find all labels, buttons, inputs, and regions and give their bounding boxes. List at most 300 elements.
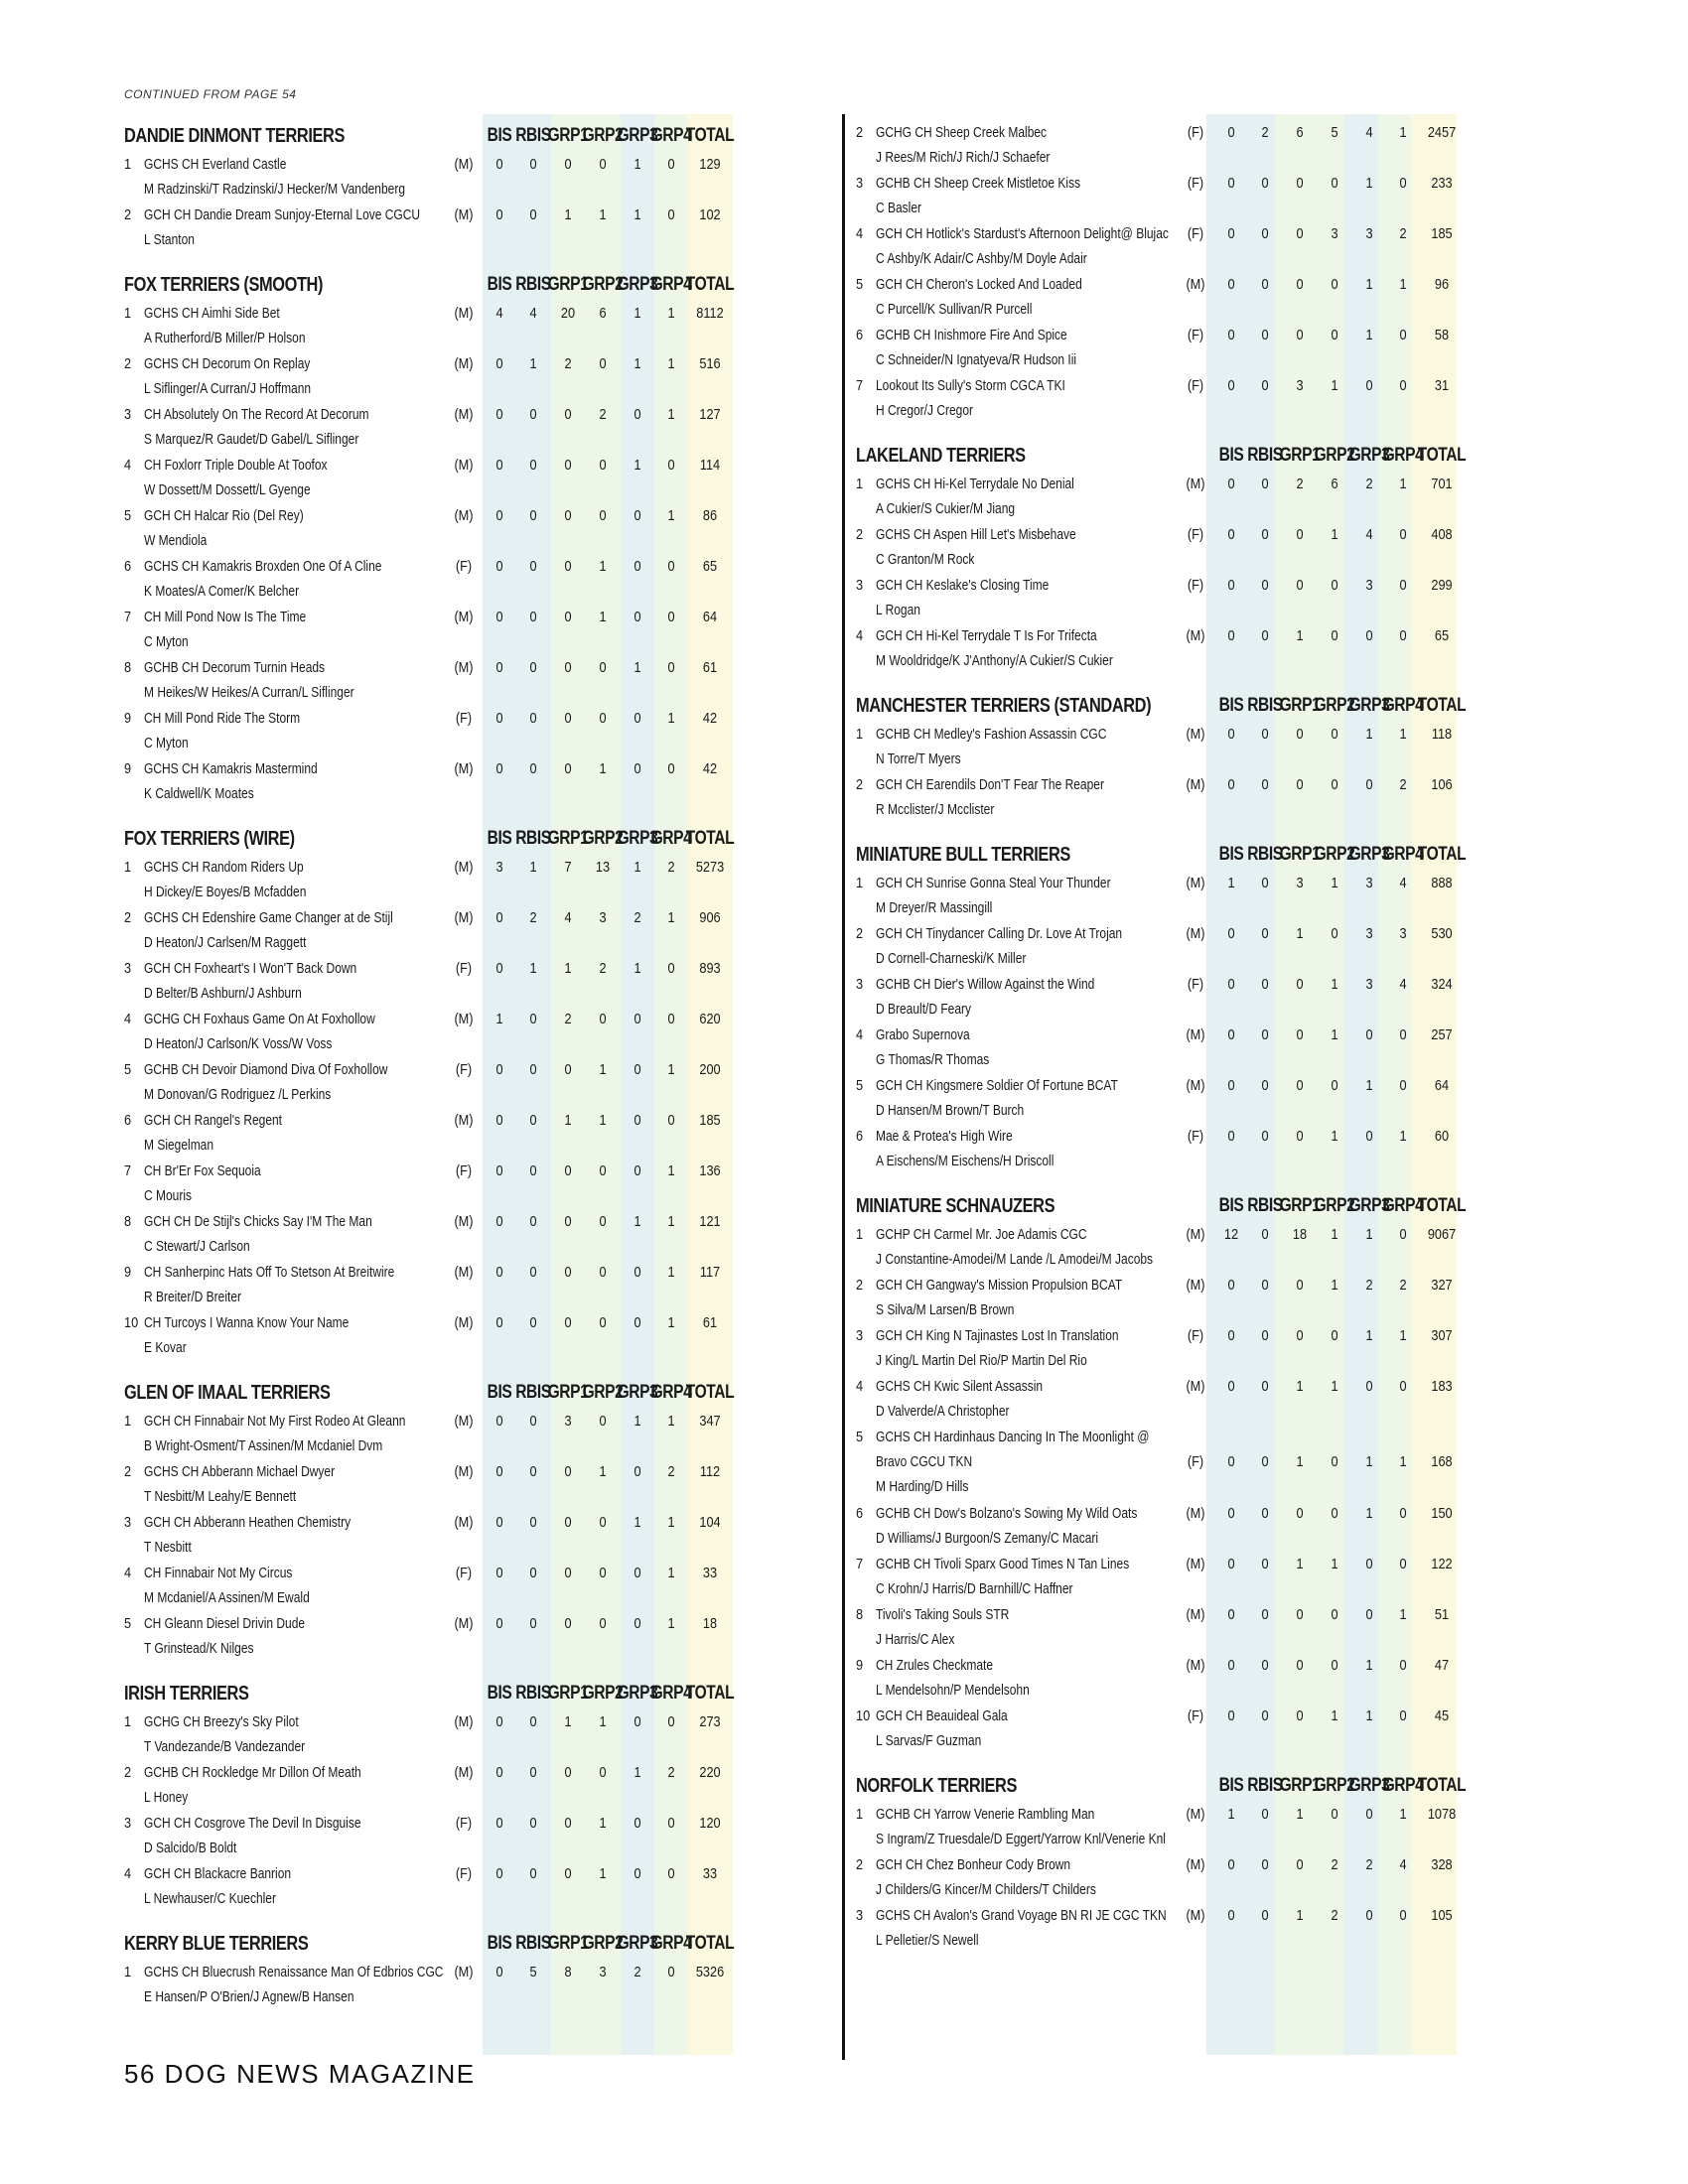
breed-title: MINIATURE BULL TERRIERS: [856, 844, 1070, 866]
ranking-entry: [856, 624, 1551, 675]
sex-label: (M): [1186, 627, 1205, 644]
stat-grp2: 1: [1331, 875, 1338, 891]
rank-number: 2: [856, 1856, 864, 1873]
stat-rbis: 0: [1261, 1856, 1269, 1873]
stat-total: 45: [1434, 1707, 1450, 1724]
stat-total: 121: [699, 1213, 721, 1230]
ranking-entry: [124, 656, 819, 707]
stat-grp2: 2: [599, 960, 607, 977]
rank-number: 1: [124, 305, 132, 322]
dog-name: GCH CH De Stijl's Chicks Say I'M The Man: [144, 1213, 372, 1230]
dog-name: GCHS CH Abberann Michael Dwyer: [144, 1463, 336, 1480]
stat-total: 31: [1434, 377, 1450, 394]
stat-grp4: 1: [667, 406, 675, 423]
stat-grp3: 1: [633, 960, 641, 977]
stat-rbis: 0: [1261, 526, 1269, 543]
rank-number: 2: [856, 1277, 864, 1294]
stat-bis: 0: [1227, 726, 1235, 743]
ranking-entry: [856, 1654, 1551, 1705]
stat-rbis: 0: [1261, 1707, 1269, 1724]
stat-rbis: 0: [1261, 976, 1269, 993]
section-header: [124, 1683, 819, 1710]
ranking-entry: [856, 1603, 1551, 1654]
ranking-entry: [856, 1705, 1551, 1755]
rank-number: 5: [856, 1429, 864, 1445]
stat-grp2: 1: [1331, 1277, 1338, 1294]
stat-grp1: 0: [564, 156, 572, 173]
stat-total: 906: [699, 909, 721, 926]
dog-name: GCHS CH Random Riders Up: [144, 859, 304, 876]
stat-grp2: 1: [599, 206, 607, 223]
dog-name: GCH CH Blackacre Banrion: [144, 1865, 292, 1882]
owner-names: D Williams/J Burgoon/S Zemany/C Macari: [876, 1530, 1099, 1547]
stat-grp4: 1: [1399, 276, 1407, 293]
dog-name: GCH CH Kingsmere Soldier Of Fortune BCAT: [876, 1077, 1118, 1094]
stat-rbis: 1: [529, 355, 537, 372]
stat-grp4: 0: [667, 609, 675, 625]
stat-bis: 0: [1227, 124, 1235, 141]
ranking-entry: [124, 906, 819, 957]
owner-names: C Myton: [144, 735, 189, 751]
breed-title: GLEN OF IMAAL TERRIERS: [124, 1382, 331, 1404]
dog-name: GCHS CH Everland Castle: [144, 156, 287, 173]
stat-grp4: 4: [1399, 1856, 1407, 1873]
stat-grp3: 2: [1365, 476, 1373, 492]
stat-grp3: 0: [633, 710, 641, 727]
stat-grp1: 0: [1296, 1707, 1304, 1724]
ranking-entry: [856, 523, 1551, 574]
rank-number: 1: [856, 1226, 864, 1243]
stat-total: 5273: [695, 859, 725, 876]
stat-rbis: 1: [529, 859, 537, 876]
column-header-grp4: GRP4: [650, 1683, 692, 1704]
stat-bis: 0: [1227, 377, 1235, 394]
stat-rbis: 0: [1261, 726, 1269, 743]
stat-grp4: 0: [1399, 1226, 1407, 1243]
stat-bis: 0: [1227, 225, 1235, 242]
sex-label: (F): [1187, 124, 1204, 141]
stat-grp1: 3: [564, 1413, 572, 1430]
stat-grp2: 0: [599, 507, 607, 524]
ranking-entry: [856, 172, 1551, 222]
sex-label: (M): [454, 1964, 474, 1980]
stat-grp2: 1: [1331, 1128, 1338, 1145]
stat-grp3: 0: [633, 1815, 641, 1832]
dog-name: CH Mill Pond Ride The Storm: [144, 710, 301, 727]
stat-grp3: 1: [1365, 1657, 1373, 1674]
breed-section-dandie-dinmont-terriers: [124, 125, 819, 254]
dog-name: GCHS CH Hi-Kel Terrydale No Denial: [876, 476, 1074, 492]
owner-names: A Rutherford/B Miller/P Holson: [144, 330, 306, 346]
stat-rbis: 0: [1261, 776, 1269, 793]
dog-name: GCHB CH Sheep Creek Mistletoe Kiss: [876, 175, 1081, 192]
stat-total: 327: [1431, 1277, 1453, 1294]
sex-label: (F): [1187, 225, 1204, 242]
stat-grp4: 0: [1399, 627, 1407, 644]
stat-grp1: 0: [564, 558, 572, 575]
stat-bis: 0: [495, 909, 503, 926]
stat-grp4: 1: [1399, 124, 1407, 141]
sex-label: (M): [454, 1264, 474, 1281]
stat-grp3: 0: [1365, 1606, 1373, 1623]
owner-names: K Caldwell/K Moates: [144, 785, 254, 802]
rank-number: 5: [124, 507, 132, 524]
column-header-rbis: RBIS: [515, 828, 551, 849]
column-header-grp3: GRP3: [617, 828, 658, 849]
sex-label: (M): [454, 1413, 474, 1430]
dog-name: GCH CH Gangway's Mission Propulsion BCAT: [876, 1277, 1123, 1294]
stat-grp2: 0: [1331, 1453, 1338, 1470]
ranking-entry: [124, 1109, 819, 1160]
ranking-entry: [856, 872, 1551, 922]
column-header-total: TOTAL: [1417, 1775, 1467, 1796]
ranking-entry: [124, 454, 819, 504]
column-header-rbis: RBIS: [1247, 695, 1283, 716]
dog-name: Mae & Protea's High Wire: [876, 1128, 1013, 1145]
stat-total: 122: [1431, 1556, 1453, 1572]
column-header-grp4: GRP4: [1382, 844, 1424, 865]
column-header-rbis: RBIS: [515, 1683, 551, 1704]
ranking-entry: [124, 606, 819, 656]
stat-grp2: 0: [1331, 776, 1338, 793]
stat-grp4: 1: [667, 1162, 675, 1179]
stat-grp4: 0: [1399, 577, 1407, 594]
column-header-grp1: GRP1: [547, 1933, 589, 1954]
breed-title: LAKELAND TERRIERS: [856, 445, 1026, 467]
ranking-entry: [124, 1008, 819, 1058]
dog-name: GCHS CH Aimhi Side Bet: [144, 305, 280, 322]
stat-grp1: 0: [564, 1615, 572, 1632]
owner-names: R Breiter/D Breiter: [144, 1289, 242, 1305]
column-header-total: TOTAL: [685, 828, 735, 849]
stat-grp1: 18: [1292, 1226, 1308, 1243]
stat-grp4: 0: [667, 156, 675, 173]
stat-total: 61: [702, 1314, 718, 1331]
sex-label: (F): [1187, 377, 1204, 394]
stat-bis: 0: [1227, 276, 1235, 293]
stat-grp2: 2: [599, 406, 607, 423]
rank-number: 5: [124, 1615, 132, 1632]
column-header-grp2: GRP2: [582, 274, 624, 295]
stat-grp4: 0: [667, 457, 675, 474]
stat-grp1: 6: [1296, 124, 1304, 141]
stat-rbis: 0: [529, 206, 537, 223]
rank-number: 3: [124, 960, 132, 977]
owner-names: H Dickey/E Boyes/B Mcfadden: [144, 884, 307, 900]
section-header: [124, 1933, 819, 1961]
stat-grp3: 0: [1365, 1556, 1373, 1572]
stat-total: 620: [699, 1011, 721, 1027]
rank-number: 3: [856, 1327, 864, 1344]
owner-names: M Dreyer/R Massingill: [876, 899, 993, 916]
dog-name: GCH CH Chez Bonheur Cody Brown: [876, 1856, 1071, 1873]
breed-title: DANDIE DINMONT TERRIERS: [124, 125, 346, 147]
ranking-entry: [124, 403, 819, 454]
stat-rbis: 5: [529, 1964, 537, 1980]
stat-bis: 1: [1227, 1806, 1235, 1823]
dog-name: GCHS CH Edenshire Game Changer at de Stijl: [144, 909, 393, 926]
stat-grp1: 0: [1296, 726, 1304, 743]
stat-total: 5326: [695, 1964, 725, 1980]
stat-bis: 0: [495, 1463, 503, 1480]
stat-total: 58: [1434, 327, 1450, 343]
stat-grp1: 20: [560, 305, 576, 322]
stat-grp2: 0: [599, 355, 607, 372]
section-header: [124, 125, 819, 153]
column-header-grp2: GRP2: [1314, 1775, 1355, 1796]
stat-total: 102: [699, 206, 721, 223]
sex-label: (M): [1186, 1657, 1205, 1674]
column-header-grp2: GRP2: [582, 1933, 624, 1954]
stat-bis: 0: [1227, 1856, 1235, 1873]
stat-grp3: 1: [633, 156, 641, 173]
stat-grp4: 0: [1399, 1505, 1407, 1522]
stat-grp3: 3: [1365, 925, 1373, 942]
stat-grp1: 7: [564, 859, 572, 876]
stat-grp3: 1: [633, 305, 641, 322]
stat-bis: 0: [495, 1865, 503, 1882]
stat-rbis: 0: [529, 507, 537, 524]
stat-grp2: 0: [1331, 1657, 1338, 1674]
stat-grp1: 0: [564, 1565, 572, 1581]
rank-number: 10: [856, 1707, 871, 1724]
sex-label: (M): [1186, 1907, 1205, 1924]
stat-rbis: 0: [1261, 1226, 1269, 1243]
stat-grp3: 0: [633, 1565, 641, 1581]
column-divider: [842, 114, 845, 2060]
stat-bis: 0: [495, 1413, 503, 1430]
stat-grp2: 1: [1331, 377, 1338, 394]
stat-grp1: 0: [564, 1865, 572, 1882]
stat-bis: 1: [1227, 875, 1235, 891]
stat-rbis: 0: [529, 760, 537, 777]
stat-grp3: 0: [633, 507, 641, 524]
sex-label: (M): [1186, 875, 1205, 891]
owner-names: L Mendelsohn/P Mendelsohn: [876, 1682, 1030, 1699]
stat-grp3: 1: [633, 457, 641, 474]
ranking-entry: [124, 1311, 819, 1362]
stat-rbis: 0: [529, 1713, 537, 1730]
stat-grp1: 0: [1296, 776, 1304, 793]
stat-grp2: 0: [1331, 175, 1338, 192]
stat-grp4: 0: [1399, 1907, 1407, 1924]
stat-total: 129: [699, 156, 721, 173]
stat-grp3: 3: [1365, 225, 1373, 242]
ranking-entry: [124, 153, 819, 204]
stat-bis: 0: [495, 206, 503, 223]
sex-label: (M): [454, 909, 474, 926]
dog-name: GCH CH Tinydancer Calling Dr. Love At Trojan: [876, 925, 1123, 942]
stat-bis: 0: [1227, 1277, 1235, 1294]
stat-grp1: 0: [1296, 526, 1304, 543]
stat-bis: 0: [1227, 1077, 1235, 1094]
stat-total: 118: [1431, 726, 1453, 743]
stat-rbis: 1: [529, 960, 537, 977]
column-header-rbis: RBIS: [515, 274, 551, 295]
owner-names: M Siegelman: [144, 1137, 214, 1154]
stat-grp4: 1: [667, 1264, 675, 1281]
stat-grp1: 0: [564, 1162, 572, 1179]
sex-label: (M): [1186, 776, 1205, 793]
stat-bis: 0: [1227, 577, 1235, 594]
stat-grp1: 1: [1296, 1556, 1304, 1572]
stat-grp1: 0: [1296, 1505, 1304, 1522]
stat-grp3: 0: [633, 609, 641, 625]
column-header-total: TOTAL: [685, 274, 735, 295]
stat-rbis: 0: [1261, 1806, 1269, 1823]
stat-total: 51: [1434, 1606, 1450, 1623]
rank-number: 6: [124, 1112, 132, 1129]
ranking-entry: [124, 1710, 819, 1761]
stat-grp3: 0: [1365, 1128, 1373, 1145]
owner-names: L Pelletier/S Newell: [876, 1932, 979, 1949]
sex-label: (M): [1186, 276, 1205, 293]
stat-grp3: 0: [633, 1112, 641, 1129]
stat-bis: 0: [495, 1764, 503, 1781]
rank-number: 3: [856, 577, 864, 594]
breed-section-manchester-terriers-standard: [856, 695, 1551, 824]
stat-grp3: 0: [633, 760, 641, 777]
stat-grp4: 2: [667, 1463, 675, 1480]
stat-rbis: 0: [529, 1314, 537, 1331]
stat-grp3: 0: [633, 1061, 641, 1078]
stat-total: 347: [699, 1413, 721, 1430]
stat-bis: 0: [1227, 1707, 1235, 1724]
owner-names: C Stewart/J Carlson: [144, 1238, 250, 1255]
sex-label: (M): [1186, 726, 1205, 743]
dog-name: Lookout Its Sully's Storm CGCA TKI: [876, 377, 1065, 394]
dog-name: GCHS CH Kamakris Mastermind: [144, 760, 318, 777]
stat-bis: 0: [495, 1162, 503, 1179]
column-header-total: TOTAL: [1417, 844, 1467, 865]
stat-rbis: 2: [529, 909, 537, 926]
stat-grp1: 2: [564, 1011, 572, 1027]
stat-grp3: 0: [1365, 1026, 1373, 1043]
stat-total: 65: [1434, 627, 1450, 644]
stat-rbis: 0: [1261, 327, 1269, 343]
stat-grp3: 0: [633, 1615, 641, 1632]
stat-total: 273: [699, 1713, 721, 1730]
stat-bis: 0: [495, 355, 503, 372]
rank-number: 10: [124, 1314, 139, 1331]
stat-grp4: 0: [1399, 1077, 1407, 1094]
stat-grp2: 0: [1331, 726, 1338, 743]
rank-number: 9: [124, 1264, 132, 1281]
stat-total: 9067: [1427, 1226, 1457, 1243]
dog-name: GCHS CH Kamakris Broxden One Of A Cline: [144, 558, 382, 575]
dog-name: GCHB CH Tivoli Sparx Good Times N Tan Lines: [876, 1556, 1130, 1572]
column-header-grp1: GRP1: [1279, 1195, 1321, 1216]
stat-grp3: 4: [1365, 124, 1373, 141]
stat-grp1: 0: [564, 507, 572, 524]
stat-bis: 0: [1227, 526, 1235, 543]
column-header-grp1: GRP1: [547, 274, 589, 295]
owner-names: E Kovar: [144, 1339, 187, 1356]
dog-name: GCH CH Dandie Dream Sunjoy-Eternal Love CGCU: [144, 206, 421, 223]
rank-number: 4: [856, 1378, 864, 1395]
sex-label: (M): [454, 859, 474, 876]
stat-rbis: 0: [1261, 1378, 1269, 1395]
stat-bis: 0: [495, 609, 503, 625]
column-header-grp4: GRP4: [650, 125, 692, 146]
rank-number: 4: [124, 1011, 132, 1027]
stat-rbis: 0: [529, 406, 537, 423]
ranking-entry: [856, 773, 1551, 824]
stat-total: 530: [1431, 925, 1453, 942]
dog-name: GCH CH Halcar Rio (Del Rey): [144, 507, 304, 524]
stat-rbis: 0: [1261, 577, 1269, 594]
column-header-grp3: GRP3: [617, 1933, 658, 1954]
stat-grp4: 1: [1399, 1606, 1407, 1623]
stat-grp4: 1: [1399, 726, 1407, 743]
owner-names: T Vandezande/B Vandezander: [144, 1738, 306, 1755]
column-header-grp1: GRP1: [1279, 844, 1321, 865]
column-header-grp3: GRP3: [617, 125, 658, 146]
rank-number: 1: [124, 1713, 132, 1730]
stat-grp2: 0: [599, 457, 607, 474]
owner-names: D Cornell-Charneski/K Miller: [876, 950, 1027, 967]
owner-names: L Stanton: [144, 231, 195, 248]
column-header-grp1: GRP1: [1279, 1775, 1321, 1796]
stat-grp4: 1: [667, 1615, 675, 1632]
owner-names: W Dossett/M Dossett/L Gyenge: [144, 481, 311, 498]
column-header-bis: BIS: [1218, 1195, 1244, 1216]
dog-name: GCH CH Beauideal Gala: [876, 1707, 1008, 1724]
stat-grp2: 0: [1331, 1606, 1338, 1623]
breed-title: MANCHESTER TERRIERS (STANDARD): [856, 695, 1152, 717]
column-header-bis: BIS: [487, 1933, 512, 1954]
dog-name: GCH CH Hi-Kel Terrydale T Is For Trifecta: [876, 627, 1097, 644]
sex-label: (F): [455, 960, 473, 977]
breed-section-norfolk-terriers: [856, 1775, 1551, 1955]
stat-grp4: 1: [1399, 1453, 1407, 1470]
column-header-total: TOTAL: [1417, 445, 1467, 466]
sex-label: (M): [1186, 1505, 1205, 1522]
sex-label: (M): [454, 1514, 474, 1531]
stat-rbis: 0: [529, 1764, 537, 1781]
sex-label: (M): [454, 760, 474, 777]
dog-name: CH Foxlorr Triple Double At Toofox: [144, 457, 328, 474]
column-header-rbis: RBIS: [1247, 1195, 1283, 1216]
column-header-grp4: GRP4: [1382, 1195, 1424, 1216]
rank-number: 4: [856, 1026, 864, 1043]
owner-names: L Rogan: [876, 602, 920, 618]
stat-grp4: 1: [667, 1213, 675, 1230]
rank-number: 1: [856, 476, 864, 492]
stat-total: 220: [699, 1764, 721, 1781]
stat-grp3: 0: [633, 1463, 641, 1480]
sex-label: (F): [455, 1162, 473, 1179]
breed-title: NORFOLK TERRIERS: [856, 1775, 1018, 1797]
rank-number: 1: [124, 156, 132, 173]
dog-name: CH Turcoys I Wanna Know Your Name: [144, 1314, 350, 1331]
stat-grp3: 1: [1365, 175, 1373, 192]
stat-grp2: 0: [1331, 627, 1338, 644]
stat-rbis: 0: [529, 1162, 537, 1179]
column-header-total: TOTAL: [1417, 695, 1467, 716]
stat-grp2: 0: [1331, 1077, 1338, 1094]
stat-rbis: 0: [529, 1865, 537, 1882]
stat-grp4: 2: [1399, 776, 1407, 793]
stat-grp3: 2: [1365, 1277, 1373, 1294]
dog-name: GCH CH Sunrise Gonna Steal Your Thunder: [876, 875, 1111, 891]
stat-grp1: 1: [1296, 1907, 1304, 1924]
stat-grp3: 1: [1365, 726, 1373, 743]
ranking-entry: [856, 723, 1551, 773]
stat-total: 112: [699, 1463, 721, 1480]
stat-total: 185: [699, 1112, 721, 1129]
stat-rbis: 0: [1261, 276, 1269, 293]
